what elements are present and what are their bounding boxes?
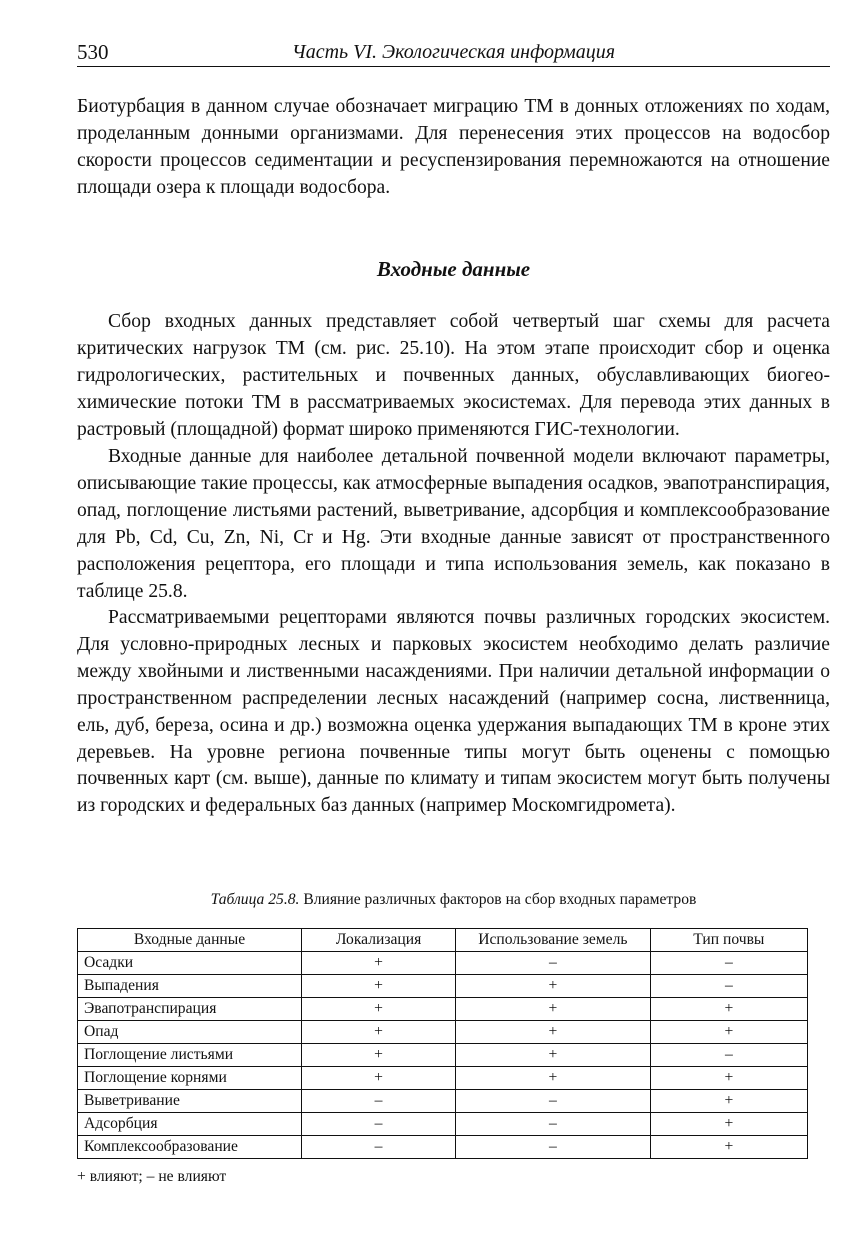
cell-soil-type: + xyxy=(650,1067,807,1090)
table-row xyxy=(78,1067,808,1090)
body-paragraph: Сбор входных данных представляет собой четвертый шаг схемы для расчета критических нагрузок ТМ (см. рис. 25.10). На этом этапе происходит сбор и оценка гидрологических, растительных и почвенных данных, обуславливающих биогеохимические потоки ТМ в рассматриваемых экосистемах. Для перевода этих данных в растровый (площадной) формат широко применяются ГИС-технологии. xyxy=(77,311,830,440)
column-header-localization: Локализация xyxy=(302,929,456,952)
table-row xyxy=(78,1113,808,1136)
cell-soil-type: + xyxy=(650,1136,807,1159)
table-row xyxy=(78,975,808,998)
cell-land-use: + xyxy=(456,998,651,1021)
table-row xyxy=(78,1090,808,1113)
cell-land-use: + xyxy=(456,975,651,998)
intro-paragraph: Биотурбация в данном случае обозначает миграцию ТМ в донных отложениях по ходам, проделанным донными организмами. Для перенесения этих процессов на водосбор скорости процессов седиментации и ресуспензирования перемножаются на отношение площади озера к площади водосбора. xyxy=(77,96,830,198)
cell-land-use: – xyxy=(456,1113,651,1136)
column-header-input-data: Входные данные xyxy=(78,929,302,952)
cell-land-use: – xyxy=(456,952,651,975)
cell-localization: – xyxy=(302,1113,456,1136)
cell-land-use: – xyxy=(456,1136,651,1159)
row-label: Поглощение корнями xyxy=(78,1067,302,1090)
cell-soil-type: + xyxy=(650,1090,807,1113)
column-header-soil-type: Тип почвы xyxy=(650,929,807,952)
table-row xyxy=(78,1044,808,1067)
table-legend: + влияют; – не влияют xyxy=(77,1168,227,1185)
running-title: Часть VI. Экологическая информация xyxy=(291,41,616,63)
cell-land-use: + xyxy=(456,1021,651,1044)
cell-localization: + xyxy=(302,1067,456,1090)
row-label: Осадки xyxy=(78,952,302,975)
cell-localization: + xyxy=(302,998,456,1021)
cell-localization: – xyxy=(302,1090,456,1113)
row-label: Опад xyxy=(78,1021,302,1044)
cell-soil-type: – xyxy=(650,952,807,975)
section-heading: Входные данные xyxy=(376,257,531,281)
table-caption-text: Влияние различных факторов на сбор входных параметров xyxy=(299,891,697,908)
cell-soil-type: + xyxy=(650,998,807,1021)
row-label: Адсорбция xyxy=(78,1113,302,1136)
row-label: Поглощение листьями xyxy=(78,1044,302,1067)
cell-land-use: – xyxy=(456,1090,651,1113)
body-paragraph: Рассматриваемыми рецепторами являются почвы различных городских экосистем. Для условно-природных лесных и парковых экосистем необходимо делать различие между хвойными и лиственными насаждениями. При наличии детальной информации о пространственном распределении лесных насаждений (например сосна, лиственница, ель, дуб, береза, осина и др.) возможна оценка удержания выпадающих ТМ в кроне этих деревьев. На уровне региона почвенные типы могут быть оценены с помощью почвенных карт (см. выше), данные по климату и типам экосистем могут быть получены из городских и федеральных баз данных (например Москомгидромета). xyxy=(77,607,830,817)
cell-localization: + xyxy=(302,1044,456,1067)
cell-soil-type: + xyxy=(650,1113,807,1136)
table-row xyxy=(78,1021,808,1044)
cell-localization: + xyxy=(302,975,456,998)
row-label: Эвапотранспирация xyxy=(78,998,302,1021)
cell-soil-type: + xyxy=(650,1021,807,1044)
row-label: Выпадения xyxy=(78,975,302,998)
table-header-row xyxy=(78,929,808,952)
column-header-land-use: Использование земель xyxy=(456,929,651,952)
table-row xyxy=(78,1136,808,1159)
table-caption-label: Таблица 25.8. xyxy=(210,891,300,908)
cell-soil-type: – xyxy=(650,1044,807,1067)
row-label: Комплексообразование xyxy=(78,1136,302,1159)
running-head xyxy=(77,40,830,67)
page-number: 530 xyxy=(77,40,109,64)
cell-localization: – xyxy=(302,1136,456,1159)
cell-land-use: + xyxy=(456,1067,651,1090)
row-label: Выветривание xyxy=(78,1090,302,1113)
body-paragraph: Входные данные для наиболее детальной почвенной модели включают параметры, описывающие такие процессы, как атмосферные выпадения осадков, эвапотранспирация, опад, поглощение листьями растений, выветривание, адсорбция и комплексообразование для Pb, Cd, Cu, Zn, Ni, Cr и Hg. Эти входные данные зависят от пространственного расположения рецептора, его площади и типа использования земель, как показано в таблице 25.8. xyxy=(77,446,830,602)
cell-localization: + xyxy=(302,1021,456,1044)
factors-table xyxy=(77,928,808,1159)
cell-land-use: + xyxy=(456,1044,651,1067)
table-row xyxy=(78,998,808,1021)
cell-soil-type: – xyxy=(650,975,807,998)
cell-localization: + xyxy=(302,952,456,975)
table-row xyxy=(78,952,808,975)
table-caption xyxy=(77,890,830,910)
